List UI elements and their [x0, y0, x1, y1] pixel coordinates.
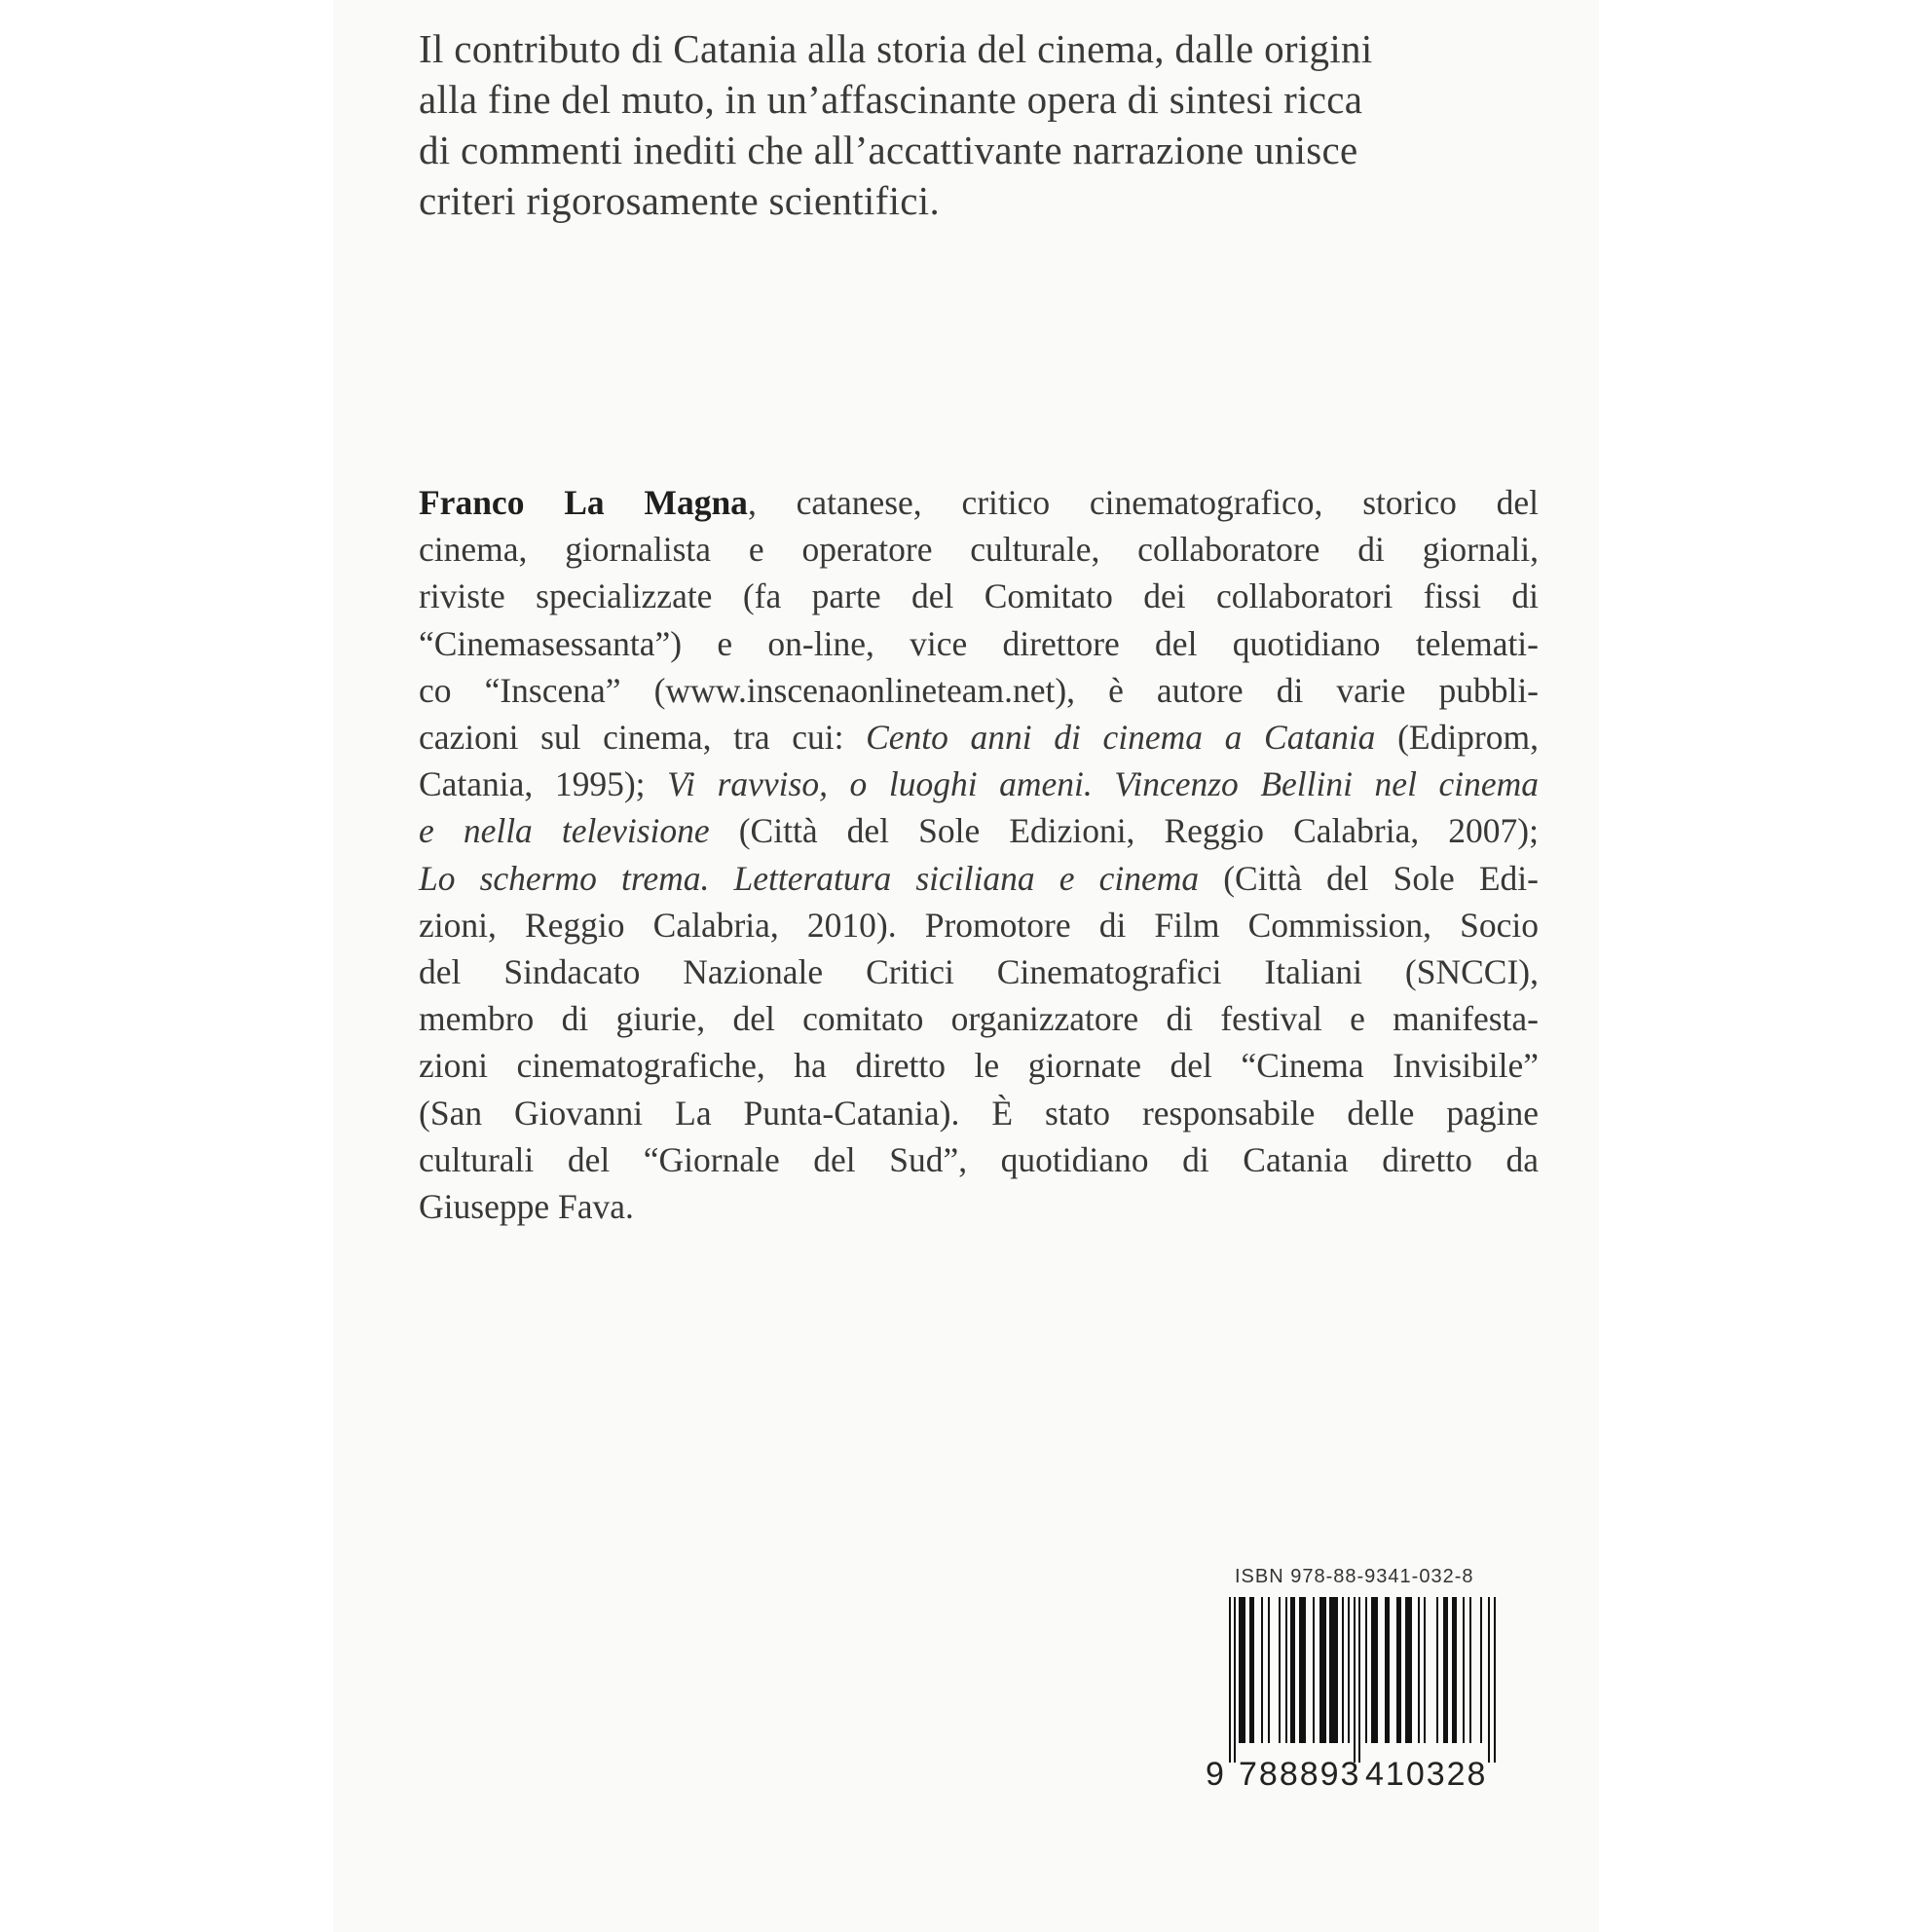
bio-line: (San Giovanni La Punta-Catania). È stato responsabile delle pagine	[419, 1093, 1539, 1133]
book-title: Vi ravviso, o luoghi ameni. Vincenzo Bellini nel cinema	[667, 764, 1540, 804]
book-title: e nella televisione	[419, 811, 710, 851]
blurb-line: di commenti inediti che all’accattivante narrazione unisce	[419, 128, 1358, 172]
barcode-icon	[1229, 1597, 1505, 1763]
book-title: Lo schermo trema. Letteratura siciliana e cinema	[419, 858, 1200, 898]
bio-line: “Cinemasessanta”) e on-line, vice direttore del quotidiano telemati-	[419, 623, 1539, 663]
bio-line: Franco La Magna, catanese, critico cinematografico, storico del	[419, 483, 1539, 522]
book-title: Cento anni di cinema a Catania	[866, 718, 1376, 758]
isbn-label: ISBN 978-88-9341-032-8	[1235, 1566, 1474, 1587]
bio-line: e nella televisione (Città del Sole Edizioni, Reggio Calabria, 2007);	[419, 811, 1539, 851]
bio-line: Giuseppe Fava.	[419, 1187, 634, 1227]
blurb-line: alla fine del muto, in un’affascinante opera di sintesi ricca	[419, 77, 1363, 122]
barcode-digit-first: 9	[1206, 1756, 1226, 1793]
barcode-digits-right: 410328	[1365, 1756, 1488, 1793]
bio-line: riviste specializzate (fa parte del Comitato dei collaboratori fissi di	[419, 576, 1539, 616]
author-bio	[419, 479, 1539, 1230]
bio-line: cazioni sul cinema, tra cui: Cento anni di cinema a Catania (Ediprom,	[419, 718, 1539, 758]
bio-line: del Sindacato Nazionale Critici Cinematografici Italiani (SNCCI),	[419, 952, 1539, 992]
bio-line: Catania, 1995); Vi ravviso, o luoghi ameni. Vincenzo Bellini nel cinema	[419, 764, 1540, 804]
bio-line: membro di giurie, del comitato organizzatore di festival e manifesta-	[419, 999, 1539, 1039]
bio-line: Lo schermo trema. Letteratura siciliana e cinema (Città del Sole Edi-	[419, 858, 1539, 898]
bio-line: culturali del “Giornale del Sud”, quotidiano di Catania diretto da	[419, 1139, 1539, 1179]
bio-line: co “Inscena” (www.inscenaonlineteam.net), è autore di varie pubbli-	[419, 670, 1539, 710]
bio-line: zioni cinematografiche, ha diretto le giornate del “Cinema Invisibile”	[419, 1046, 1539, 1086]
bio-line: zioni, Reggio Calabria, 2010). Promotore di Film Commission, Socio	[419, 905, 1539, 945]
blurb-line: Il contributo di Catania alla storia del cinema, dalle origini	[419, 26, 1373, 71]
blurb-line: criteri rigorosamente scientifici.	[419, 178, 941, 223]
barcode-digits-left: 788893	[1239, 1756, 1361, 1793]
author-name: Franco La Magna	[419, 483, 748, 522]
bio-line: cinema, giornalista e operatore culturale, collaboratore di giornali,	[419, 530, 1539, 570]
blurb-paragraph	[419, 23, 1539, 226]
